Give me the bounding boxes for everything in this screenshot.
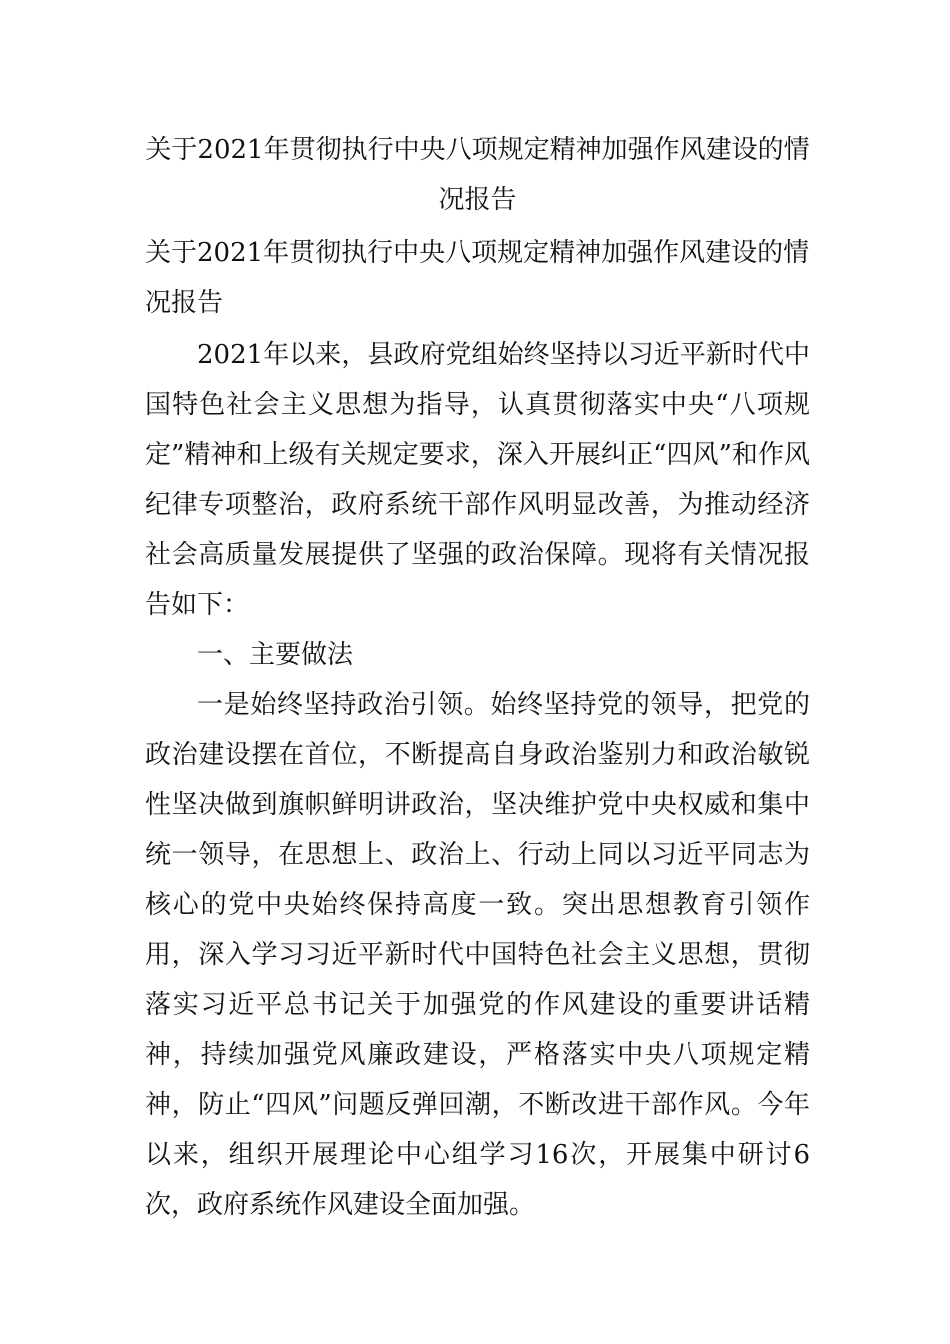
- document-body: [145, 330, 810, 1230]
- section-heading: 一、主要做法: [197, 640, 354, 670]
- document-title: 关于2021年贯彻执行中央八项规定精神加强作风建设的情况报告: [145, 135, 810, 215]
- document-subtitle: 关于2021年贯彻执行中央八项规定精神加强作风建设的情况报告: [145, 238, 810, 318]
- paragraph-political-leadership: 一是始终坚持政治引领。始终坚持党的领导，把党的政治建设摆在首位，不断提高自身政治鉴别力和政治敏锐性坚决做到旗帜鲜明讲政治，坚决维护党中央权威和集中统一领导，在思想上、政治上、行动上同以习近平同志为核心的党中央始终保持高度一致。突出思想教育引领作用，深入学习习近平新时代中国特色社会主义思想，贯彻落实习近平总书记关于加强党的作风建设的重要讲话精神，持续加强党风廉政建设，严格落实中央八项规定精神，防止“四风”问题反弹回潮，不断改进干部作风。今年以来，组织开展理论中心组学习16次，开展集中研讨6次，政府系统作风建设全面加强。: [145, 690, 810, 1220]
- paragraph-intro: 2021年以来，县政府党组始终坚持以习近平新时代中国特色社会主义思想为指导，认真贯彻落实中央“八项规定”精神和上级有关规定要求，深入开展纠正“四风”和作风纪律专项整治，政府系统干部作风明显改善，为推动经济社会高质量发展提供了坚强的政治保障。现将有关情况报告如下：: [145, 340, 810, 620]
